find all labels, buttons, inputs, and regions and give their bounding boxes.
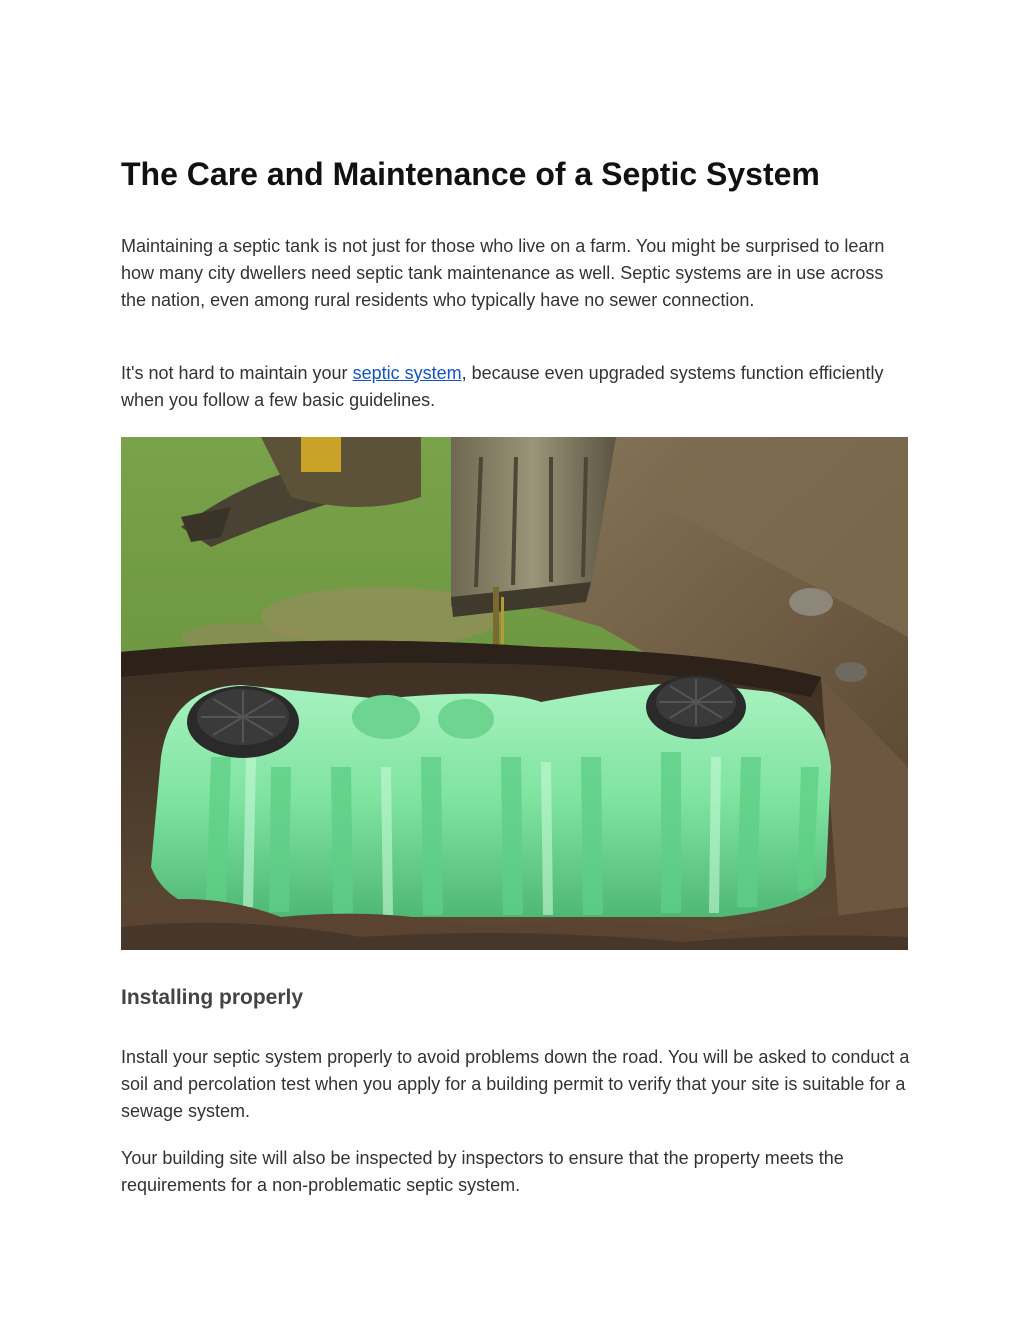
septic-system-link[interactable]: septic system bbox=[352, 363, 462, 383]
septic-tank-installation-photo bbox=[121, 437, 908, 950]
intro-paragraph: Maintaining a septic tank is not just for those who live on a farm. You might be surprised to learn how many city dwellers need septic tank maintenance as well. Septic systems are in use across the nation, even among rural residents who typically have no sewer connection. bbox=[121, 236, 885, 310]
guidelines-text-before-link: It's not hard to maintain your bbox=[121, 363, 353, 383]
guidelines-text-after-link: , because even upgraded systems function efficiently when you follow a few basic guidelines. bbox=[121, 363, 884, 410]
page-title: The Care and Maintenance of a Septic System bbox=[121, 156, 820, 192]
installing-paragraph-2: Your building site will also be inspected by inspectors to ensure that the property meets the requirements for a non-problematic septic system. bbox=[121, 1148, 844, 1195]
guidelines-paragraph bbox=[121, 360, 911, 414]
installing-paragraph-1: Install your septic system properly to avoid problems down the road. You will be asked to conduct a soil and percolation test when you apply for a building permit to verify that your site is suitable for a sewage system. bbox=[121, 1047, 910, 1121]
section-heading-installing: Installing properly bbox=[121, 986, 304, 1009]
